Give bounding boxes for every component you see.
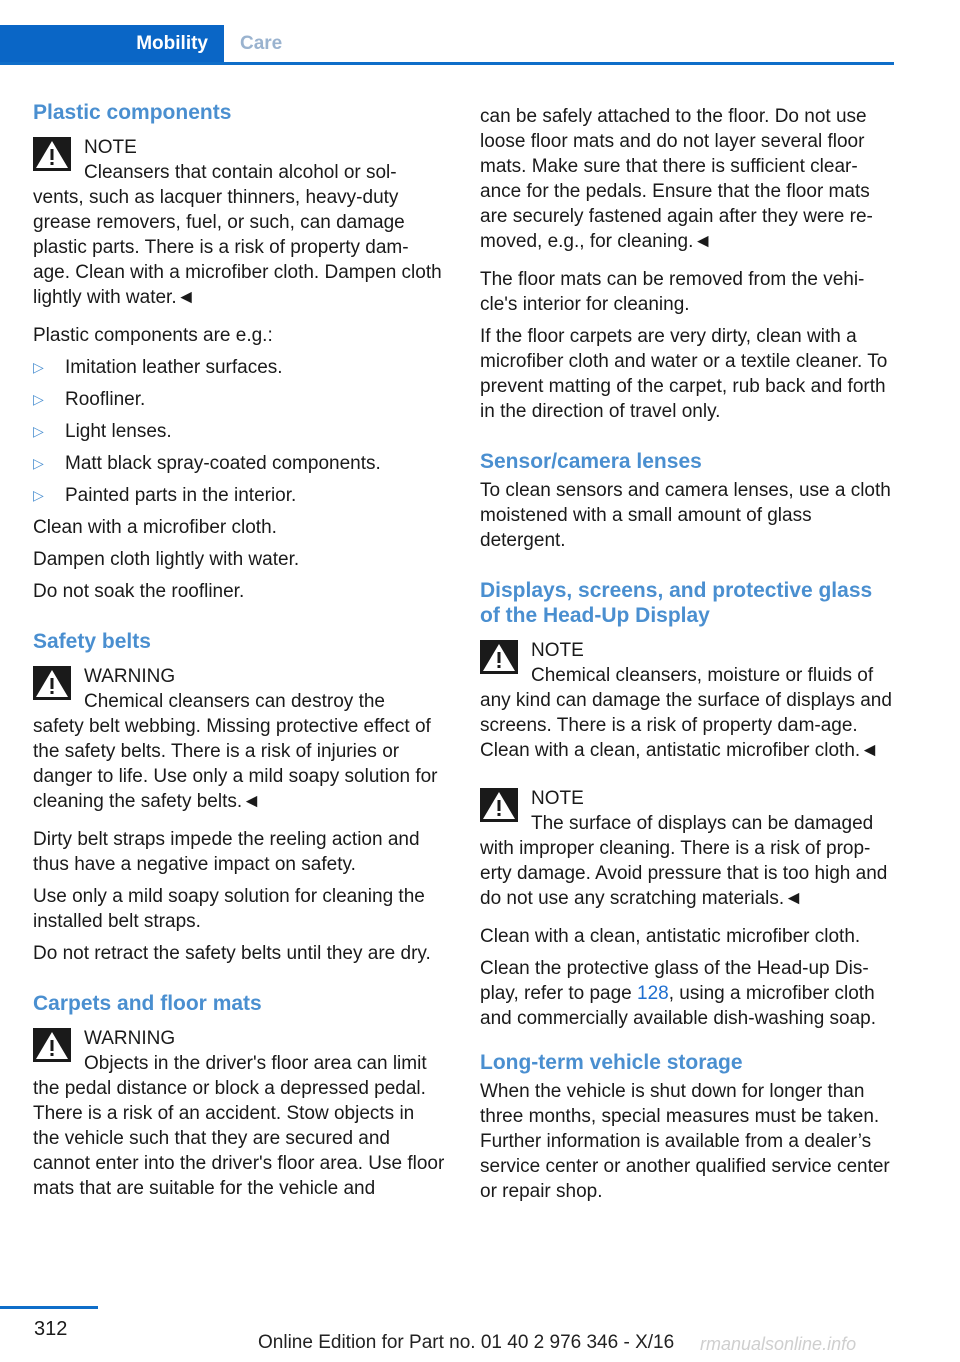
paragraph: Dirty belt straps impede the reeling action and thus have a negative impact on safety.: [33, 829, 420, 875]
paragraph: Clean with a microfiber cloth.: [33, 517, 277, 538]
warning-triangle-icon: [33, 137, 71, 171]
warning-text-continued: can be safely attached to the floor. Do not use loose floor mats and do not layer several floor mats. Make sure that there is sufficient clear-ance for the pedals. Ensure that the floor mats are securely fastened again after they were re-moved, e.g., for cleaning.◄: [480, 106, 873, 252]
heading-safety-belts: Safety belts: [33, 630, 151, 653]
footer-accent-bar: [0, 1306, 98, 1309]
warning-text: the pedal distance or block a depressed pedal. There is a risk of an accident. Stow objects in the vehicle such that they are secured and cannot enter into the driver's floor area. Use floor mats that are suitable for the vehicle and: [33, 1078, 445, 1199]
list-item: ▷ Roofliner.: [33, 389, 146, 410]
triangle-bullet-icon: ▷: [33, 487, 44, 503]
note-first-line: Cleansers that contain alcohol or sol-: [84, 162, 397, 183]
warning-label: WARNING: [84, 666, 176, 687]
tab-care[interactable]: Care: [240, 33, 283, 54]
list-item: ▷ Light lenses.: [33, 421, 172, 442]
paragraph: Use only a mild soapy solution for cleaning the installed belt straps.: [33, 886, 425, 932]
note-displays-1: [480, 638, 896, 763]
paragraph: Clean with a clean, antistatic microfiber cloth.: [480, 926, 861, 947]
warning-triangle-icon: [33, 666, 71, 700]
warning-triangle-icon: [33, 1028, 71, 1062]
note-text: vents, such as lacquer thinners, heavy-duty grease removers, fuel, or such, can damage plastic parts. There is a risk of property dam-age. Clean with a microfiber cloth. Dampen cloth lightly with water.◄: [33, 187, 442, 308]
paragraph: Do not soak the roofliner.: [33, 581, 245, 602]
note-first-line: The surface of displays can be damaged: [531, 813, 874, 834]
paragraph: Dampen cloth lightly with water.: [33, 549, 300, 570]
heading-plastic-components: Plastic components: [33, 101, 232, 124]
right-column: [480, 104, 896, 1211]
triangle-bullet-icon: ▷: [33, 391, 44, 407]
paragraph: Plastic components are e.g.:: [33, 325, 273, 346]
triangle-bullet-icon: ▷: [33, 455, 44, 471]
edition-note: Online Edition for Part no. 01 40 2 976 346 - X/16: [258, 1332, 675, 1353]
warning-first-line: Objects in the driver's floor area can limit: [84, 1053, 427, 1074]
heading-carpets-floor-mats: Carpets and floor mats: [33, 992, 262, 1015]
page-reference-link[interactable]: 128: [637, 983, 669, 1004]
heading-displays-screens: Displays, screens, and protective glass of the Head-Up Display: [480, 579, 873, 627]
list-item: ▷ Painted parts in the interior.: [33, 485, 297, 506]
note-plastic: [33, 135, 445, 310]
heading-sensor-camera-lenses: Sensor/camera lenses: [480, 450, 702, 473]
warning-label: WARNING: [84, 1028, 176, 1049]
paragraph: To clean sensors and camera lenses, use a cloth moistened with a small amount of glass detergent.: [480, 480, 891, 551]
paragraph: When the vehicle is shut down for longer than three months, special measures must be taken. Further information is available from a dealer’s service center or another qualified service center or repair shop.: [480, 1081, 890, 1202]
paragraph: The floor mats can be removed from the vehi-cle's interior for cleaning.: [480, 269, 865, 315]
triangle-bullet-icon: ▷: [33, 423, 44, 439]
note-label: NOTE: [84, 137, 137, 158]
left-column: [33, 100, 445, 1208]
note-label: NOTE: [531, 788, 584, 809]
paragraph: Do not retract the safety belts until they are dry.: [33, 943, 431, 964]
warning-safety-belts: [33, 664, 445, 814]
list-item: ▷ Matt black spray-coated components.: [33, 453, 381, 474]
list-item: ▷ Imitation leather surfaces.: [33, 357, 283, 378]
note-first-line: Chemical cleansers, moisture or fluids of: [531, 665, 874, 686]
paragraph-with-link: Clean the protective glass of the Head-up Dis-play, refer to page 128, using a microfiber cloth and commercially available dish-washing soap.: [480, 958, 877, 1029]
paragraph: If the floor carpets are very dirty, clean with a microfiber cloth and water or a textile cleaner. To prevent matting of the carpet, rub back and forth in the direction of travel only.: [480, 326, 888, 422]
warning-first-line: Chemical cleansers can destroy the: [84, 691, 385, 712]
warning-text: safety belt webbing. Missing protective effect of the safety belts. There is a risk of injuries or danger to life. Use only a mild soapy solution for cleaning the safety belts.◄: [33, 716, 438, 812]
heading-long-term-storage: Long-term vehicle storage: [480, 1051, 743, 1074]
tab-mobility[interactable]: Mobility: [0, 25, 224, 62]
watermark: rmanualsonline.info: [700, 1334, 857, 1354]
warning-triangle-icon: [480, 640, 518, 674]
plastic-components-list: [33, 355, 445, 508]
warning-carpets: [33, 1026, 445, 1201]
note-displays-2: [480, 786, 896, 911]
note-text: with improper cleaning. There is a risk of prop-erty damage. Avoid pressure that is too high and do not use any scratching materials.◄: [480, 838, 888, 909]
note-text: any kind can damage the surface of displays and screens. There is a risk of property dam-age. Clean with a clean, antistatic microfiber cloth.◄: [480, 690, 892, 761]
triangle-bullet-icon: ▷: [33, 359, 44, 375]
chapter-tab-bar: [0, 25, 894, 65]
note-label: NOTE: [531, 640, 584, 661]
page-number: 312: [34, 1318, 68, 1340]
warning-triangle-icon: [480, 788, 518, 822]
